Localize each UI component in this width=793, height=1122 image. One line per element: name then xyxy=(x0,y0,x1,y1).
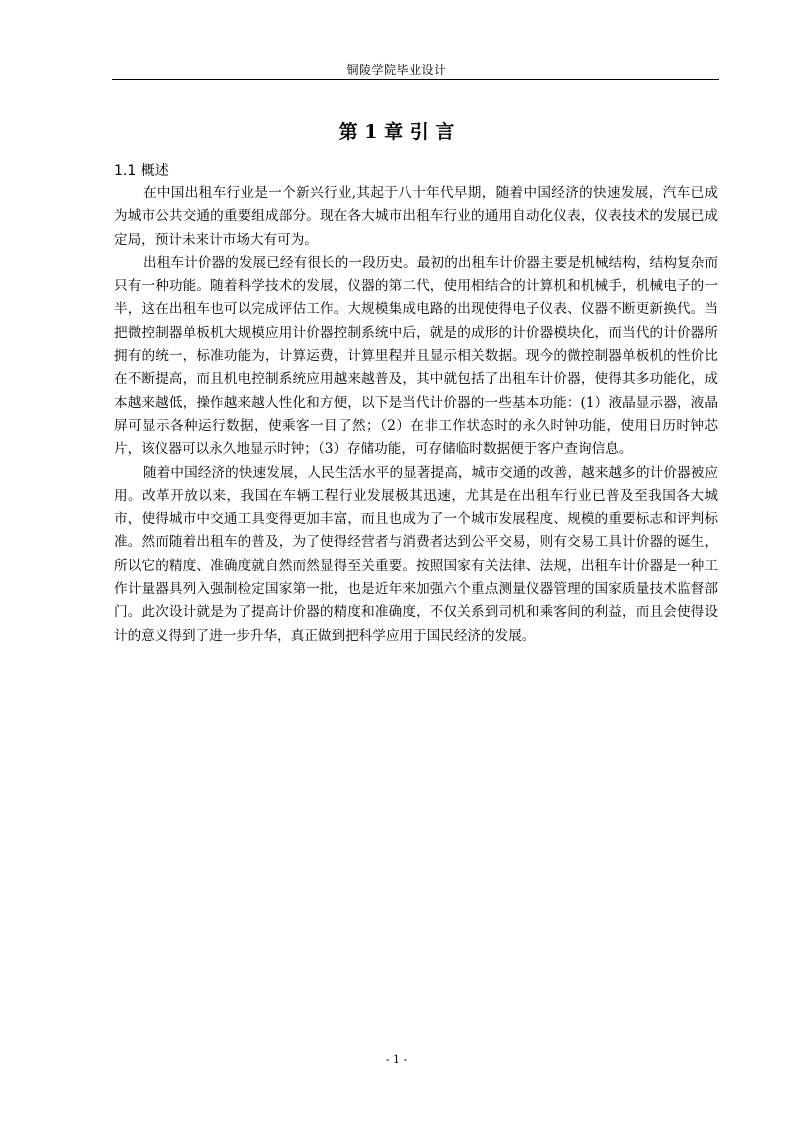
page-number: - 1 - xyxy=(385,1053,408,1066)
header-divider xyxy=(112,79,719,80)
paragraph: 在中国出租车行业是一个新兴行业,其起于八十年代早期，随着中国经济的快速发展，汽车已成为城市公共交通的重要组成部分。现在各大城市出租车行业的通用自动化仪表，仪表技术的发展已成定局，预计未来计市场大有可为。 xyxy=(114,185,718,248)
chapter-title: 第 1 章 引 言 xyxy=(338,121,455,143)
body-text xyxy=(114,182,718,648)
running-header: 铜陵学院毕业设计 xyxy=(346,63,447,77)
paragraph: 出租车计价器的发展已经有很长的一段历史。最初的出租车计价器主要是机械结构，结构复杂而只有一种功能。随着科学技术的发展，仪器的第二代，使用相结合的计算机和机械手，机械电子的一半，这在出租车也可以完成评估工作。大规模集成电路的出现使得电子仪表、仪器不断更新换代。当把微控制器单板机大规模应用计价器控制系统中后，就是的成形的计价器模块化，而当代的计价器所拥有的统一，标准功能为，计算运费，计算里程并且显示相关数据。现今的微控制器单板机的性价比在不断提高，而且机电控制系统应用越来越普及，其中就包括了出租车计价器，使得其多功能化，成本越来越低，操作越来越人性化和方便，以下是当代计价器的一些基本功能：(1）液晶显示器，液晶屏可显示各种运行数据，使乘客一目了然；（2）在非工作状态时的永久时钟功能，使用日历时钟芯片，该仪器可以永久地显示时钟；（3）存储功能，可存储临时数据便于客户查询信息。 xyxy=(114,254,718,458)
paragraph: 随着中国经济的快速发展，人民生活水平的显著提高，城市交通的改善，越来越多的计价器被应用。改革开放以来，我国在车辆工程行业发展极其迅速，尤其是在出租车行业已普及至我国各大城市，使得城市中交通工具变得更加丰富，而且也成为了一个城市发展程度、规模的重要标志和评判标准。然而随着出租车的普及，为了使得经营者与消费者达到公平交易，则有交易工具计价器的诞生，所以它的精度、准确度就自然而然显得至关重要。按照国家有关法律、法规，出租车计价器是一种工作计量器具列入强制检定国家第一批，也是近年来加强六个重点测量仪器管理的国家质量技术监督部门。此次设计就是为了提高计价器的精度和准确度，不仅关系到司机和乘客间的利益，而且会使得设计的意义得到了进一步升华，真正做到把科学应用于国民经济的发展。 xyxy=(114,464,718,644)
section-heading: 1.1 概述 xyxy=(114,163,169,179)
